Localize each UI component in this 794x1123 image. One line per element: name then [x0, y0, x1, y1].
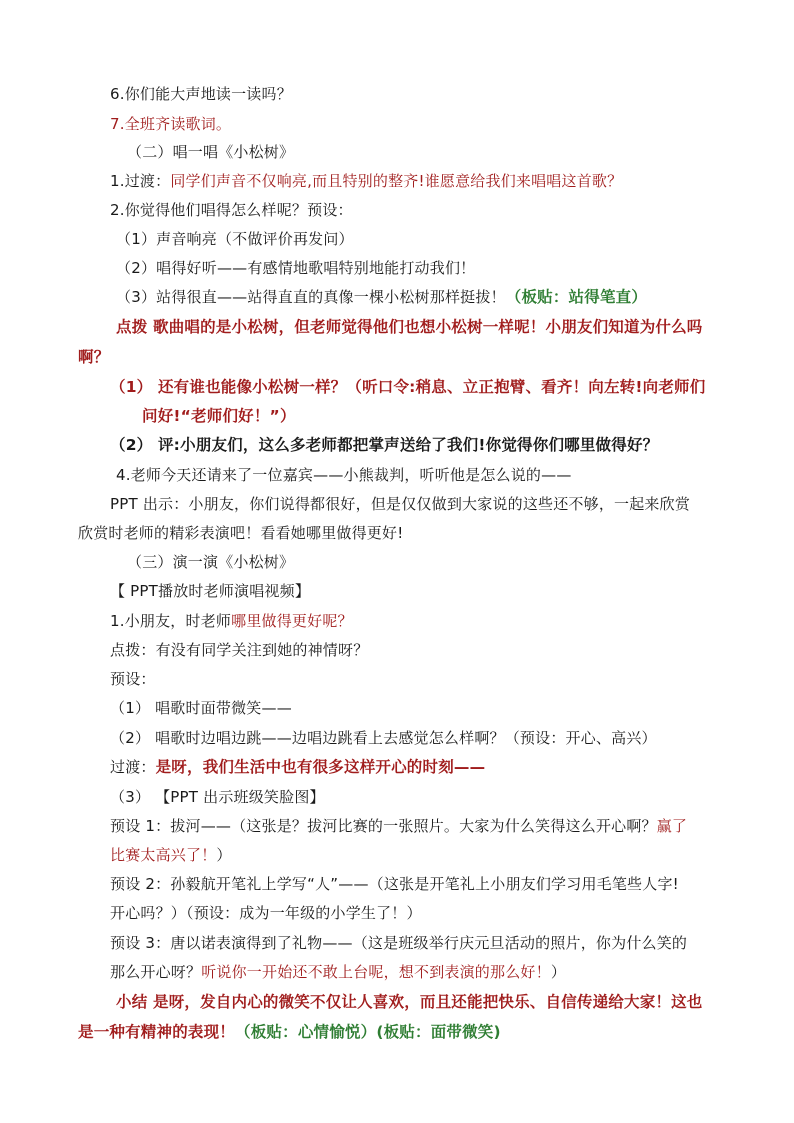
text: 比赛太高兴了！ — [110, 846, 217, 864]
line-2 — [110, 113, 231, 135]
text: 7. — [110, 115, 125, 133]
line-22 — [110, 697, 292, 719]
line-33 — [78, 1021, 501, 1043]
text: ） — [550, 963, 567, 981]
text: 小结 是呀，发自内心的微笑不仅让人喜欢，而且还能把快乐、自信传递给大家！这也 — [116, 993, 703, 1011]
line-18 — [110, 580, 310, 602]
line-9 — [116, 316, 703, 338]
text: （二）唱一唱《小松树》 — [127, 143, 295, 161]
line-20 — [110, 639, 368, 661]
text: （板贴：心情愉悦）(板贴：面带微笑) — [235, 1023, 501, 1041]
text: 开心吗？）（预设：成为一年级的小学生了！） — [110, 904, 422, 922]
line-23 — [110, 727, 657, 749]
text: 预设 1：拔河——（这张是？拔河比赛的一张照片。大家为什么笑得这么开心啊？ — [110, 817, 657, 835]
text: 听说你一开始还不敢上台呢，想不到表演的那么好！ — [201, 963, 551, 981]
line-12 — [142, 405, 296, 427]
line-14 — [116, 464, 572, 486]
line-4 — [110, 170, 622, 192]
text: PPT 出示：小朋友，你们说得都很好，但是仅仅做到大家说的这些还不够，一起来欣赏 — [110, 495, 691, 513]
text: 点拨 歌曲唱的是小松树，但老师觉得他们也想小松树一样呢！小朋友们知道为什么吗 — [116, 318, 703, 336]
line-15 — [110, 493, 690, 515]
line-21 — [110, 668, 156, 690]
text: 预设： — [110, 670, 156, 688]
text: 【 PPT播放时老师演唱视频】 — [110, 582, 311, 600]
text: （2） 唱歌时边唱边跳——边唱边跳看上去感觉怎么样啊？（预设：开心、高兴） — [110, 729, 657, 747]
line-8 — [116, 286, 647, 308]
text: 过渡： — [110, 758, 156, 776]
line-10 — [78, 346, 109, 368]
text: 那么开心呀？ — [110, 963, 202, 981]
text: （1） 还有谁也能像小松树一样？（听口令:稍息、立正抱臂、看齐！向左转!向老师们 — [110, 378, 706, 396]
text: 是一种有精神的表现！ — [78, 1023, 236, 1041]
text: 欣赏时老师的精彩表演吧！看看她哪里做得更好! — [78, 524, 404, 542]
text: （三）演一演《小松树》 — [127, 553, 295, 571]
text: ） — [216, 846, 232, 864]
text: 预设 2：孙毅航开笔礼上学写“人”——（这张是开笔礼上小朋友们学习用毛笔些人字! — [110, 875, 679, 893]
line-30 — [110, 932, 687, 954]
text: （板贴：站得笔直） — [505, 288, 648, 306]
text: （3）站得很直——站得直直的真像一棵小松树那样挺拔！ — [116, 288, 506, 306]
text: 全班齐读歌词。 — [124, 115, 232, 133]
text: 啊？ — [78, 348, 110, 366]
line-19 — [110, 610, 353, 632]
text: （2）唱得好听——有感情地歌唱特别地能打动我们！ — [116, 259, 476, 277]
text: 同学们声音不仅响亮,而且特别的整齐!谁愿意给我们来唱唱这首歌？ — [170, 172, 623, 190]
text: 哪里做得更好呢？ — [231, 612, 353, 630]
text: （1）声音响亮（不做评价再发问） — [116, 230, 354, 248]
line-32 — [116, 991, 703, 1013]
line-27 — [110, 844, 232, 866]
text: 是呀，我们生活中也有很多这样开心的时刻—— — [155, 758, 486, 776]
text: 1.小朋友，时老师 — [110, 612, 232, 630]
line-25 — [110, 786, 325, 808]
text: （2） 评:小朋友们，这么多老师都把掌声送给了我们!你觉得你们哪里做得好？ — [110, 436, 659, 454]
text: 2.你觉得他们唱得怎么样呢？预设： — [110, 201, 353, 219]
line-31 — [110, 961, 566, 983]
line-24 — [110, 756, 485, 778]
text: 6.你们能大声地读一读吗？ — [110, 85, 292, 103]
text: （1） 唱歌时面带微笑—— — [110, 699, 292, 717]
line-5 — [110, 199, 353, 221]
text: 赢了 — [656, 817, 688, 835]
text: 4.老师今天还请来了一位嘉宾——小熊裁判，听听他是怎么说的—— — [116, 466, 572, 484]
line-26 — [110, 815, 687, 837]
line-17 — [127, 551, 294, 573]
line-1 — [110, 83, 292, 105]
text: 问好!“老师们好！”） — [142, 407, 296, 425]
text: （3） 【PPT 出示班级笑脸图】 — [110, 788, 325, 806]
text: 1.过渡： — [110, 172, 171, 190]
line-7 — [116, 257, 475, 279]
line-3 — [127, 141, 294, 163]
line-29 — [110, 902, 422, 924]
line-16 — [78, 522, 403, 544]
line-6 — [116, 228, 354, 250]
line-11 — [110, 376, 705, 398]
line-13 — [110, 434, 658, 456]
line-28 — [110, 873, 679, 895]
text: 预设 3：唐以诺表演得到了礼物——（这是班级举行庆元旦活动的照片，你为什么笑的 — [110, 934, 688, 952]
text: 点拨：有没有同学关注到她的神情呀？ — [110, 641, 369, 659]
